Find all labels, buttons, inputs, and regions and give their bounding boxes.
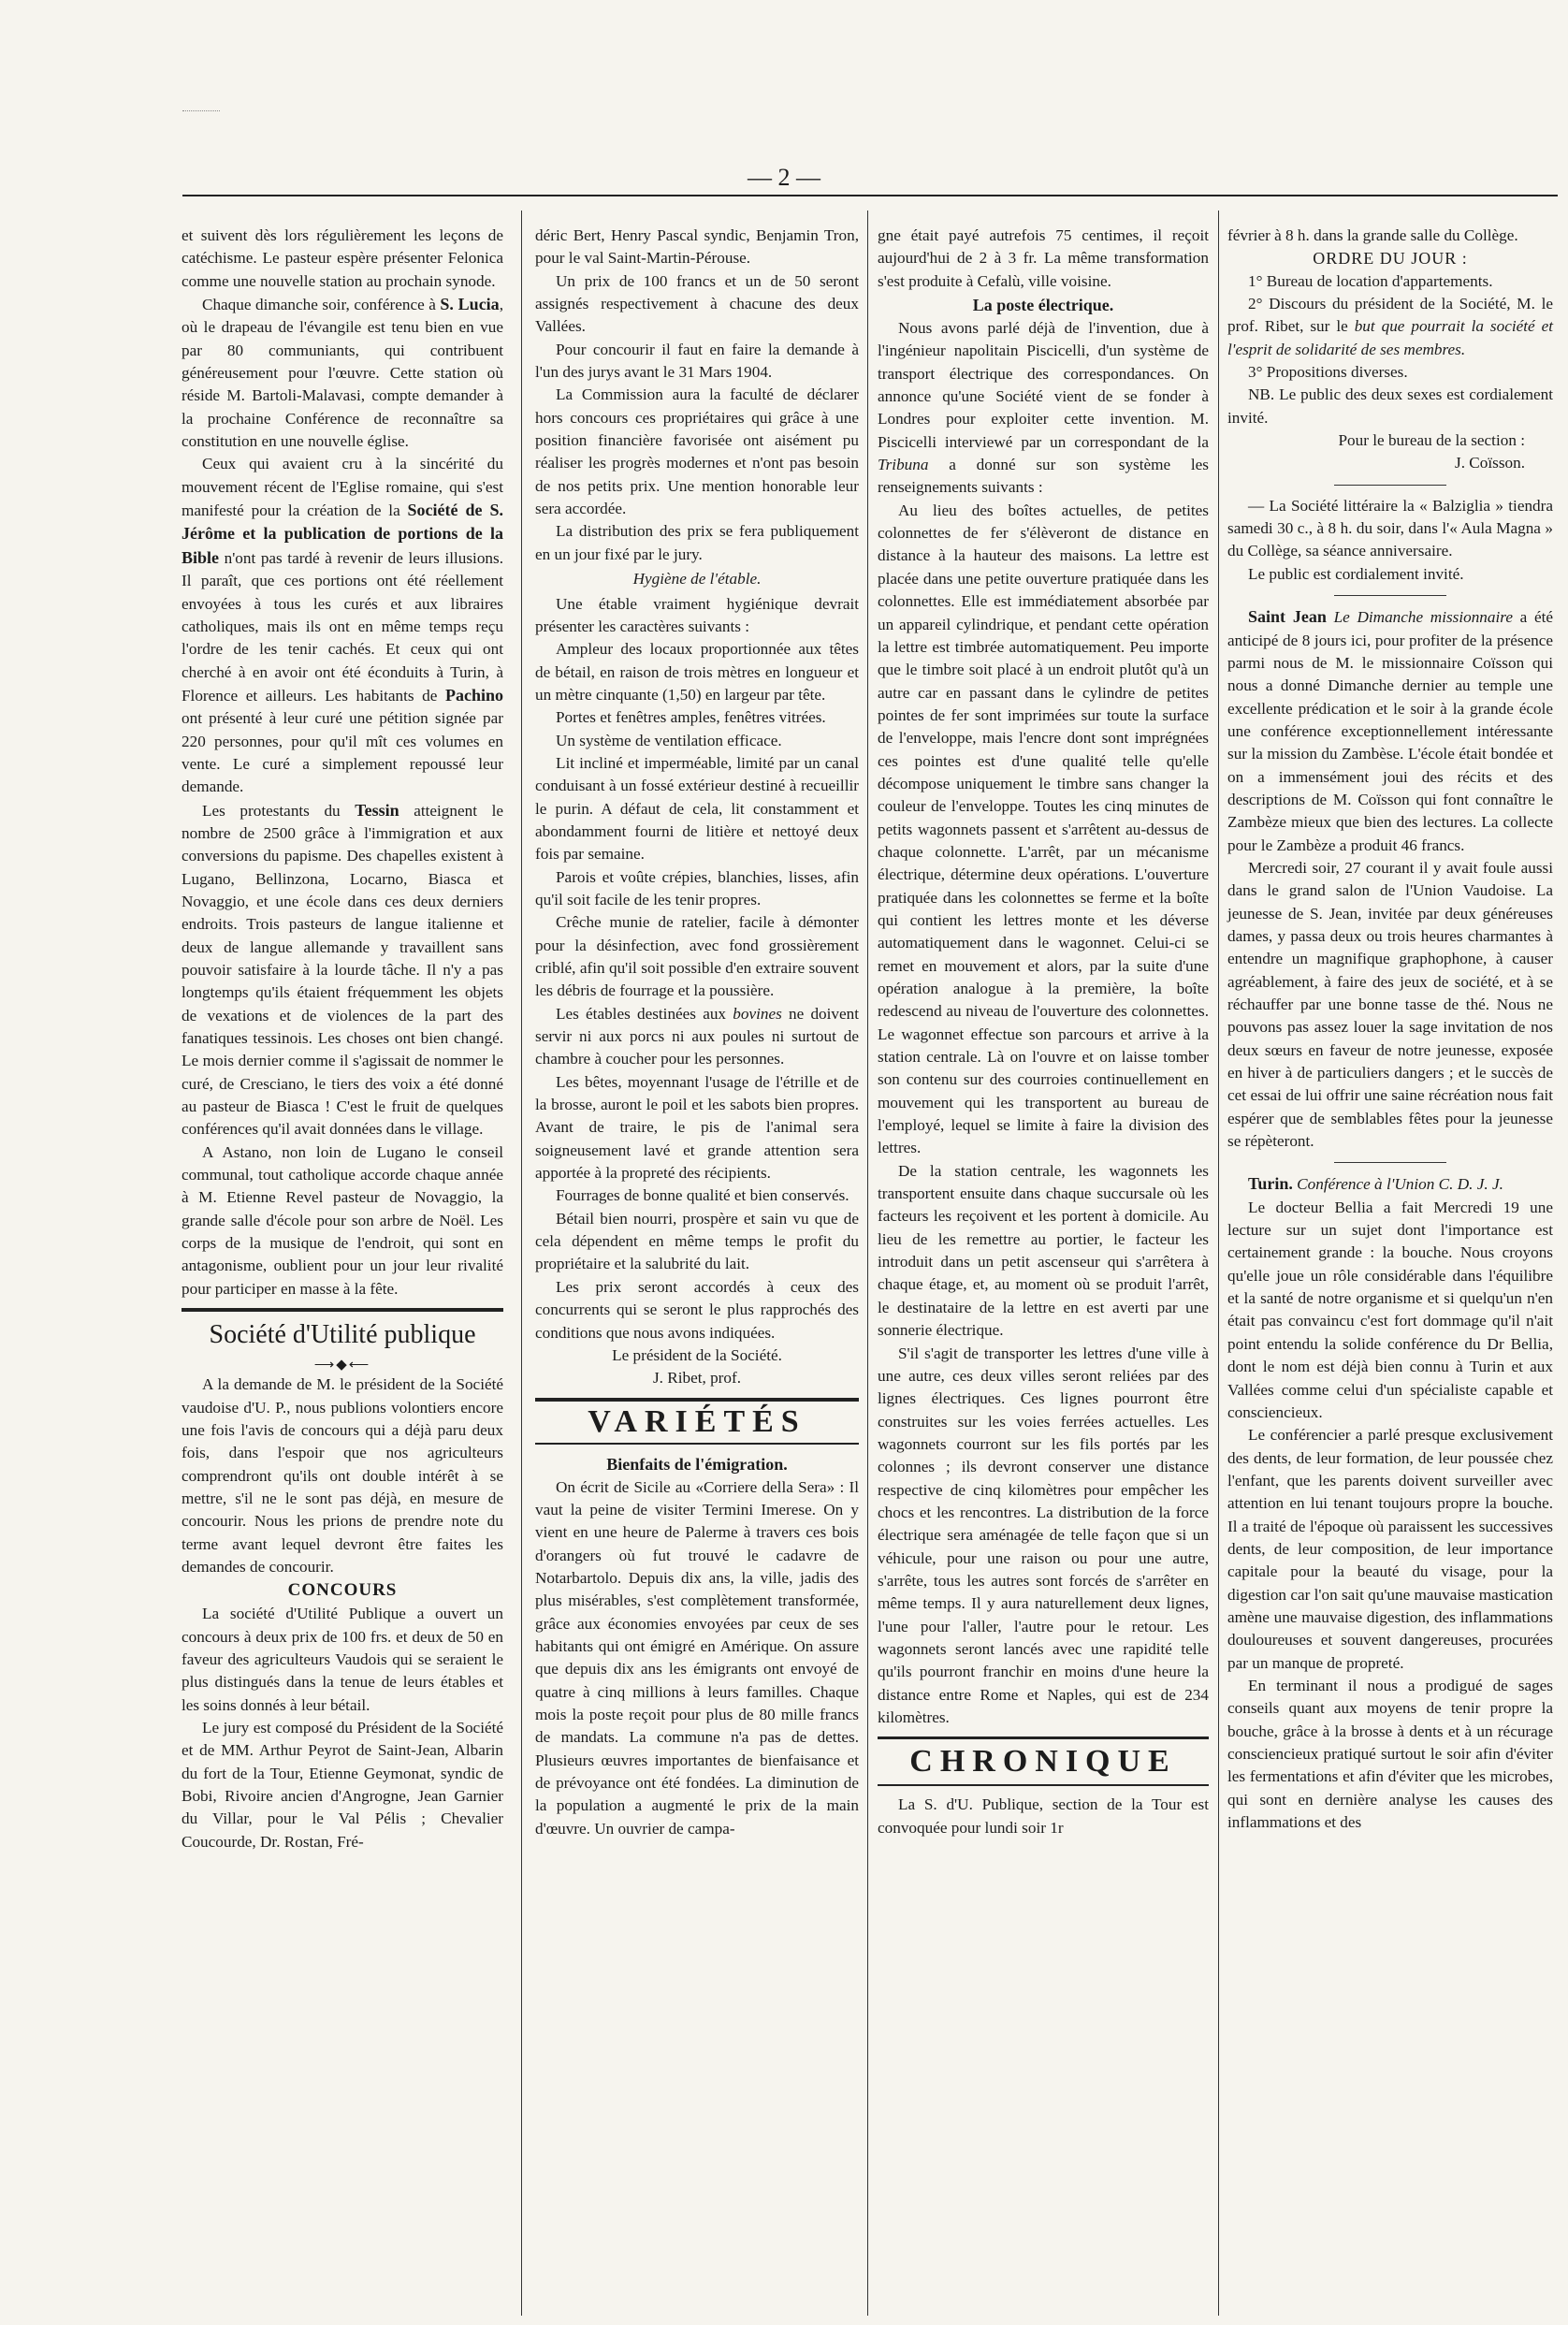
agenda-item: 1° Bureau de location d'appartements.: [1248, 271, 1493, 290]
column-divider: [867, 211, 868, 2316]
paragraph: Un prix de 100 francs et un de 50 seront assignés respectivement à chacune des deux Vallées.: [535, 271, 859, 336]
paragraph: Fourrages de bonne qualité et bien conservés.: [556, 1186, 849, 1205]
paragraph: Au lieu des boîtes actuelles, de petites colonnettes de fer s'élèveront de distance en distance à la hauteur des maisons. La lettre est placée dans une petite ouverture pratiquée dans les colonnettes. Elle est immédiatement absorbée par un appareil cylindrique, et pendant cette opération la lettre est timbrée automatiquement. Peu importe que le timbre soit placé à un endroit plutôt qu'à un autre car en passant dans le cylindre de petites pointes de fer sont imprimées sur toute la surface de l'enveloppe, mais l'encre dont sont imprégnées ces pointes est d'une qualité telle qu'elle décompose uniquement le timbre sans changer la couleur de l'enveloppe. Toutes les cinq minutes de petits wagonnets passent et s'arrêtent au-dessus de chaque colonnette. L'arrêt, par un mécanisme électrique, détermine deux opérations. L'ouverture pratiquée dans les colonnettes se ferme et la boîte qui contient les lettres monte et les déverse automatiquement dans le wagonnet. Celui-ci se remet en mouvement et alors, par la suite d'une opération analogue à la première, la boîte redescend au niveau de l'ouverture des colonnettes. Le wagonnet effectue son parcours et arrive à la station centrale. Là on l'ouvre et on laisse tomber son contenu sur des courroies continuellement en mouvement qui les transportent au bureau de l'employé, lequel se limite à faire la division des lettres.: [878, 501, 1209, 1157]
paragraph: [1227, 605, 1553, 857]
italic-word: bovines: [733, 1004, 782, 1023]
paragraph: Le conférencier a parlé presque exclusivement des dents, de leur formation, de leur poussée chez l'enfant, que les parents doivent surveiller avec attention en lui tenant toujours propre la bouche. Il a traité de l'époque où paraissent les successives dents, de leur composition, de leur importance capitale pour la beauté du visage, pour la digestion car l'on sait qu'une mauvaise mastication amène une mauvaise digestion, des inflammations douloureuses et souvent dangereuses, procurées par un manque de propreté.: [1227, 1426, 1553, 1672]
column-1: [181, 225, 503, 1853]
divider: [1334, 485, 1446, 486]
paragraph: A la demande de M. le président de la Société vaudoise d'U. P., nous publions volontiers encore une fois l'avis de concours qui a déjà paru deux fois, dans l'espoir que nos agriculteurs comprendront qu'ils ont double intérêt à se mettre, s'il ne le sont pas déjà, en mesure de concourir. Nous les prions de prendre note du terme avant lequel devront être faites les demandes de concourir.: [181, 1375, 503, 1576]
place-name: Tessin: [355, 800, 399, 820]
section-title: Société d'Utilité publique: [209, 1320, 476, 1350]
paragraph: déric Bert, Henry Pascal syndic, Benjamin Tron, pour le val Saint-Martin-Pérouse.: [535, 226, 859, 268]
column-divider: [1218, 211, 1219, 2316]
paragraph: [181, 799, 503, 1141]
paragraph: La S. d'U. Publique, section de la Tour est convoquée pour lundi soir 1r: [878, 1795, 1209, 1837]
divider: [1334, 595, 1446, 596]
divider: [1334, 1162, 1446, 1163]
italic-text: Conférence à l'Union C. D. J. J.: [1297, 1175, 1503, 1194]
signature-line: Pour le bureau de la section :: [1338, 431, 1525, 450]
paragraph: gne était payé autrefois 75 centimes, il reçoit aujourd'hui de 2 à 3 fr. La même transformation s'est produite à Cefalù, ville voisine.: [878, 226, 1209, 290]
paragraph: De la station centrale, les wagonnets les transportent ensuite dans chaque succursale où les facteurs les reçoivent et les portent à domicile. Au lieu de les remettre au portier, le facteur les introduit dans un petit ascenseur qui s'arrêtera à chaque étage, et, au moment où se produit l'arrêt, le destinataire de la lettre en est averti par une sonnerie électrique.: [878, 1161, 1209, 1340]
paragraph: S'il s'agit de transporter les lettres d'une ville à une autre, ces deux villes seront reliées par des lignes électriques. Ces lignes pourront être construites sur les voies ferrées actuelles. Les wagonnets courront sur les fils portés par les colonnes ; ils devront conserver une distance respective de cinq kilomètres pour empêcher les chocs et les rencontres. La distribution de la force électrique sera aménagée de telle façon que si un véhicule, pour une raison ou pour une autre, s'arrête, tous les autres sont forcés de s'arrêter en même temps. Il y aura naturellement deux lignes, l'une pour l'aller, l'autre pour le retour. Les wagonnets seront lancés avec une rapidité telle qu'ils pourront franchir en moins d'une heure la distance entre Rome et Naples, qui est de 234 kilomètres.: [878, 1344, 1209, 1726]
article-title: La poste électrique.: [972, 296, 1114, 315]
signature-name: J. Coïsson.: [1455, 454, 1525, 472]
paragraph: [535, 1003, 859, 1071]
column-divider: [521, 211, 522, 2316]
place-name: Turin.: [1248, 1174, 1293, 1194]
text: , où le drapeau de l'évangile est tenu bien en vue par 80 communiants, qui contribuent généreusement pour l'œuvre. Cette station où réside M. Bartoli-Malavasi, compte demander à la prochaine Conférence de reconnaître sa constitution en une nouvelle église.: [181, 296, 503, 451]
column-2: [535, 225, 859, 1840]
column-3: [878, 225, 1209, 1839]
paragraph: Le docteur Bellia a fait Mercredi 19 une lecture sur un sujet dont l'importance est certainement grande : la bouche. Nous croyons qu'elle joue un rôle considérable dans l'équilibre et la santé de notre organisme et si quelqu'un n'en était pas convaincu c'est fort dommage qu'il n'ait point entendu la solide conférence du Dr Bellia, dont le nom est déjà bien connu à Turin et aux Vallées comme celui d'un spécialiste capable et consciencieux.: [1227, 1198, 1553, 1421]
text: n'ont pas tardé à revenir de leurs illusions. Il paraît, que ces portions ont été réellement envoyées à tous les curés et aux libraires catholiques, mais ils ont en même temps reçu l'ordre de les tenir cachés. Et ceux qui ont cherché à en avoir ont été éconduits à Turin, à Florence et ailleurs. Les habitants de: [181, 548, 503, 705]
paragraph: Ampleur des locaux proportionnée aux têtes de bétail, en raison de trois mètres en longueur et un mètre cinquante (1,50) en largeur par tête.: [535, 640, 859, 704]
top-mark: [182, 110, 220, 111]
text: Les protestants du: [202, 801, 341, 820]
paragraph: [181, 453, 503, 798]
paragraph: Crêche munie de ratelier, facile à démonter pour la désinfection, avec fond grossièrement criblé, afin qu'il soit possible d'en extraire souvent les débris de fourrage et la poussière.: [535, 913, 859, 1000]
newspaper-name: Tribuna: [878, 456, 929, 474]
section-rule: [181, 1308, 503, 1312]
concours-title: CONCOURS: [287, 1580, 398, 1601]
paragraph: [1227, 1172, 1553, 1196]
text: a donné sur son système les renseignements suivants :: [878, 456, 1210, 497]
paragraph: A Astano, non loin de Lugano le conseil communal, tout catholique accorde chaque année à M. Etienne Revel pasteur de Novaggio, la grande salle d'école pour son arbre de Noël. Les corps de la musique de l'endroit, qui sont en antagonisme, oublient pour un jour leur rivalité pour participer en masse à la fête.: [181, 1142, 503, 1298]
ornament-divider: ⟶◆⟵: [313, 1358, 371, 1373]
paragraph: — La Société littéraire la « Balziglia » tiendra samedi 30 c., à 8 h. du soir, dans l'« Aula Magna » du Collège, sa séance anniversaire.: [1227, 496, 1553, 560]
paragraph: Pour concourir il faut en faire la demande à l'un des jurys avant le 31 Mars 1904.: [535, 340, 859, 382]
signature-name: J. Ribet, prof.: [652, 1369, 742, 1388]
paragraph: Le jury est composé du Président de la Société et de MM. Arthur Peyrot de Saint-Jean, Albarin du fort de la Tour, Etienne Geymonat, syndic de Bobi, Rivoire ancien d'Angrogne, Jean Garnier du Villar, pour le Val Pélis ; Chevalier Coucourde, Dr. Rostan, Fré-: [181, 1718, 503, 1851]
text: 2° Discours du président de la Société, M. le prof. Ribet, sur le: [1227, 295, 1553, 336]
paragraph: NB. Le public des deux sexes est cordialement invité.: [1227, 385, 1553, 427]
paragraph: Bétail bien nourri, prospère et sain vu que de cela dépendent en même temps le profit du propriétaire et la salubrité du lait.: [535, 1209, 859, 1273]
italic-text: Le Dimanche missionnaire: [1333, 608, 1513, 627]
paragraph: Les bêtes, moyennant l'usage de l'étrille et de la brosse, auront le poil et les sabots bien propres. Avant de traire, le pis de l'animal sera soigneusement lavé et grande attention sera apportée à la propreté des récipients.: [535, 1072, 859, 1183]
paragraph: La distribution des prix se fera publiquement en un jour fixé par le jury.: [535, 522, 859, 563]
paragraph: Une étable vraiment hygiénique devrait présenter les caractères suivants :: [535, 594, 859, 635]
paragraph: Parois et voûte crépies, blanchies, lisses, afin qu'il soit facile de les tenir propres.: [535, 867, 859, 908]
text: a été anticipé de 8 jours ici, pour profiter de la présence parmi nous de M. le missionnaire Coïsson qui nous a donné Dimanche dernier au temple une excellente prédication et le soir à la grande école une conférence exceptionnellement intéressante sur la mission du Zambèse. L'école était bondée et on a immensément joui des récits et des descriptions de M. Coïsson qui font connaître le Zambèze mieux que bien des lectures. La collecte pour le Zambèze a produit 46 francs.: [1227, 608, 1553, 854]
text: Ceux qui avaient cru à la sincérité du mouvement récent de l'Eglise romaine, qui s'est manifesté pour la création de la: [181, 455, 503, 520]
text: ne doivent servir ni aux porcs ni aux poules ni surtout de chambre à coucher pour les personnes.: [535, 1004, 860, 1068]
paragraph: La Commission aura la faculté de déclarer hors concours ces propriétaires qui grâce à une position financière favorisée ont aisément pu réaliser les progrès modernes et n'ont pas besoin de nos petits prix. Une mention honorable leur sera accordée.: [535, 385, 859, 518]
text: atteignent le nombre de 2500 grâce à l'immigration et aux conversions du papisme. Des chapelles existent à Lugano, Bellinzona, Locarno, Biasca et Novaggio, et une école dans ces deux derniers endroits. Trois pasteurs de langue italienne et deux de langue allemande y travaillent sans pouvoir satisfaire à la lourde tâche. Il n'y a pas longtemps qu'ils étaient fréquemment les objets de vexations et de violences de la part des fanatiques tessinois. Les choses ont bien changé. Le mois dernier comme il s'agissait de nommer le curé, de Cresciano, le tiers des voix a été donné au pasteur de Biasca ! C'est le fruit de quelques conférences qu'il avait données dans le village.: [181, 801, 503, 1139]
paragraph: Portes et fenêtres amples, fenêtres vitrées.: [556, 708, 826, 727]
text: ont présenté à leur curé une pétition signée par 220 personnes, pour qu'il mît ces volumes en vente. Le curé a simplement repoussé leur demande.: [181, 709, 503, 796]
chronique-heading: CHRONIQUE: [878, 1736, 1209, 1786]
place-name: S. Lucia: [440, 295, 500, 314]
page-number: — 2 —: [748, 164, 820, 191]
text: Nous avons parlé déjà de l'invention, due à l'ingénieur napolitain Piscicelli, d'un système de transport électrique des correspondances. On annonce qu'une Société vient de se fonder à Londres pour exploiter cette invention. M. Piscicelli interviewé par un correspondant de la: [878, 319, 1209, 451]
agenda-item: 3° Propositions diverses.: [1248, 363, 1408, 382]
paragraph: En terminant il nous a prodigué de sages conseils quant aux moyens de tenir propre la bouche, grâce à la brosse à dents et à un récurage consciencieux pratiqué surtout le soir afin d'éviter les fermentations et afin d'éviter que les microbes, qui sont en dernière analyse les causes des inflammations et des: [1227, 1676, 1553, 1832]
paragraph: La société d'Utilité Publique a ouvert un concours à deux prix de 100 frs. et deux de 50 en faveur des agriculteurs Vaudois qui se seraient le plus distingués dans la tenue de leurs étables et les soins donnés à leur bétail.: [181, 1605, 503, 1714]
italic-text: but que pourrait la société et l'esprit de solidarité de ses membres.: [1227, 317, 1554, 358]
place-name: Pachino: [444, 685, 503, 705]
paragraph: [878, 317, 1209, 500]
place-name: Saint Jean: [1248, 607, 1327, 627]
header-rule: [182, 195, 1558, 196]
varietes-heading: VARIÉTÉS: [535, 1398, 859, 1445]
text: Chaque dimanche soir, conférence à: [202, 296, 436, 314]
paragraph: Lit incliné et imperméable, limité par un canal conduisant à un fossé extérieur destiné à recueillir le purin. A défaut de cela, lit constamment et abondamment fourni de litière et nettoyé deux fois par semaine.: [535, 753, 859, 864]
agenda-title: ORDRE DU JOUR :: [1313, 249, 1468, 269]
column-4: [1227, 225, 1553, 1834]
agenda-item: [1227, 293, 1553, 361]
subheading: Hygiène de l'étable.: [632, 570, 762, 589]
signature-line: Le président de la Société.: [612, 1345, 782, 1364]
paragraph: Mercredi soir, 27 courant il y avait foule aussi dans le grand salon de l'Union Vaudoise. La jeunesse de S. Jean, invitée par deux généreuses dames, y passa deux ou trois heures charmantes à entendre un magnifique graphophone, à causer agréablement, à faire des jeux de société, et à se réchauffer par une bonne tasse de thé. Nous ne pouvons pas assez louer la sage invitation de nos deux sœurs en faveur de notre jeunesse, exposée en hiver à de particuliers dangers ; et le succès de cet essai de lui offrir une saine récréation nous fait espérer que de semblables fêtes pour la jeunesse se répèteront.: [1227, 858, 1553, 1151]
article-title: Bienfaits de l'émigration.: [606, 1454, 788, 1474]
paragraph: février à 8 h. dans la grande salle du Collège.: [1227, 226, 1518, 244]
paragraph: On écrit de Sicile au «Corriere della Sera» : Il vaut la peine de visiter Termini Imerese. On y vient en une heure de Palerme à travers ces bois d'orangers où fut trouvé le cadavre de Notarbartolo. Depuis dix ans, la ville, jadis des plus misérables, s'est complètement transformée, grâce aux économies envoyées par ceux de ses habitants qui ont émigré en Amérique. On assure que depuis dix ans les émigrants ont envoyé de quatre à cinq millions à leurs familles. Chaque mois la poste reçoit pour plus de 80 mille francs de mandats. La commune n'a pas de dettes. Plusieurs œuvres importantes de bienfaisance et de prévoyance ont été fondées. La diminution de la population a augmenté le prix de la main d'œuvre. Un ouvrier de campa-: [535, 1477, 859, 1838]
text: Les étables destinées aux: [556, 1004, 727, 1023]
paragraph: [181, 293, 503, 453]
paragraph: Les prix seront accordés à ceux des concurrents qui se seront le plus rapprochés des conditions que nous avons indiquées.: [535, 1277, 859, 1342]
paragraph: Un système de ventilation efficace.: [556, 731, 782, 749]
paragraph: Le public est cordialement invité.: [1248, 564, 1464, 583]
paragraph: et suivent dès lors régulièrement les leçons de catéchisme. Le pasteur espère présenter Felonica comme une nouvelle station au prochain synode.: [181, 226, 503, 290]
society-name: Société de S. Jérôme et la publication de portions de la Bible: [181, 501, 504, 567]
